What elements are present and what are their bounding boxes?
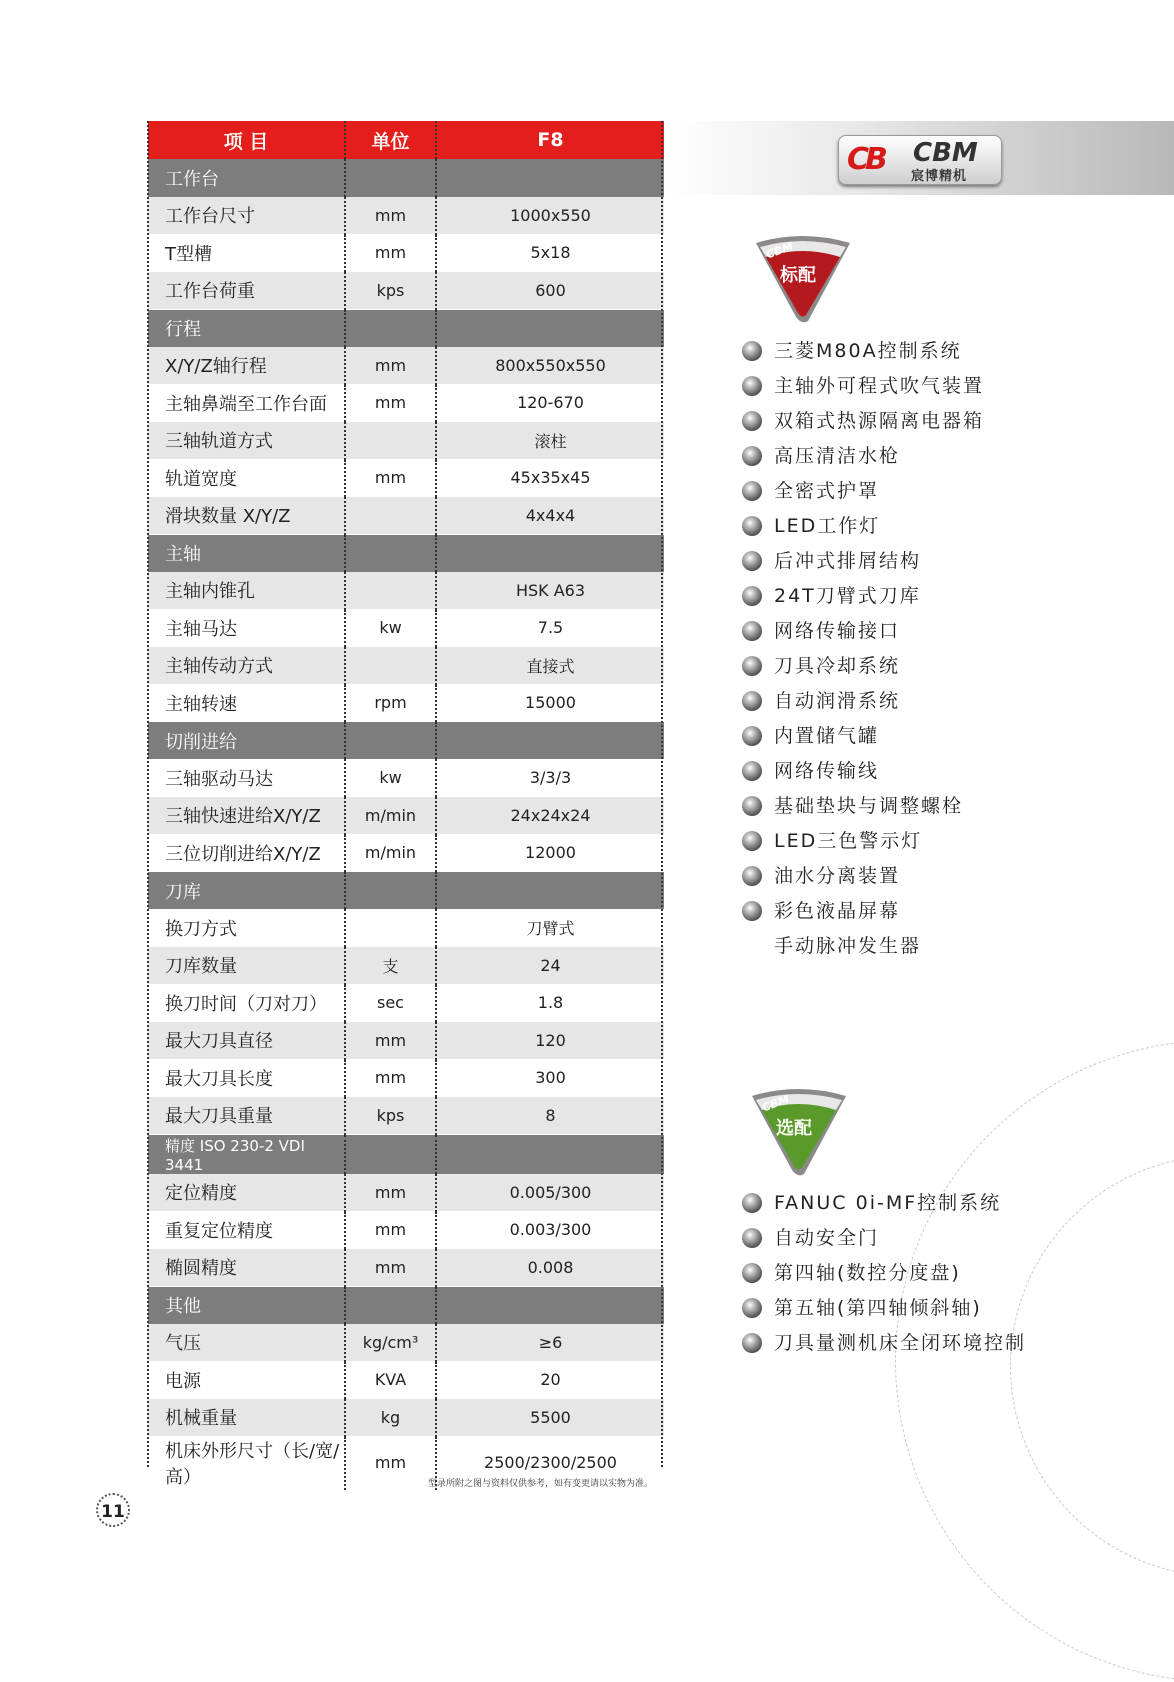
- spec-value: 120: [436, 1022, 664, 1060]
- bullet-icon: [742, 831, 762, 851]
- feature-item: [742, 513, 984, 548]
- feature-item: [742, 583, 984, 618]
- spec-unit: mm: [345, 384, 436, 422]
- spec-item: 刀库数量: [148, 947, 345, 985]
- spec-value: ≥6: [436, 1324, 664, 1362]
- spec-item: 定位精度: [148, 1174, 345, 1212]
- section-title: 其他: [148, 1286, 345, 1324]
- table-row: [148, 1249, 664, 1287]
- bullet-icon: [742, 551, 762, 571]
- spec-unit: [345, 497, 436, 535]
- spec-item: 机械重量: [148, 1399, 345, 1437]
- spec-unit: kw: [345, 609, 436, 647]
- bullet-icon: [742, 866, 762, 886]
- bullet-icon: [742, 446, 762, 466]
- feature-text: 网络传输线: [774, 760, 880, 782]
- feature-text: 全密式护罩: [774, 480, 880, 502]
- feature-text: 油水分离装置: [774, 865, 901, 887]
- spec-unit: mm: [345, 197, 436, 235]
- spec-value: 600: [436, 272, 664, 310]
- spec-unit: mm: [345, 1211, 436, 1249]
- section-row: [148, 1286, 664, 1324]
- spec-unit: mm: [345, 459, 436, 497]
- section-cell: [436, 534, 664, 572]
- spec-value: 1.8: [436, 984, 664, 1022]
- bullet-icon: [742, 656, 762, 676]
- spec-unit: kps: [345, 1097, 436, 1135]
- bullet-icon: [742, 726, 762, 746]
- section-cell: [345, 159, 436, 197]
- feature-text: 彩色液晶屏幕: [774, 900, 901, 922]
- header-item: 项 目: [148, 121, 345, 159]
- section-row: [148, 534, 664, 572]
- spec-unit: kg: [345, 1399, 436, 1437]
- table-row: [148, 1022, 664, 1060]
- feature-text: FANUC 0i-MF控制系统: [774, 1192, 1002, 1214]
- spec-item: 滑块数量 X/Y/Z: [148, 497, 345, 535]
- spec-value: 24x24x24: [436, 797, 664, 835]
- feature-item: [742, 863, 984, 898]
- feature-text: 刀具冷却系统: [774, 655, 901, 677]
- spec-item: 椭圆精度: [148, 1249, 345, 1287]
- spec-item: 重复定位精度: [148, 1211, 345, 1249]
- spec-item: 电源: [148, 1361, 345, 1399]
- spec-unit: mm: [345, 1059, 436, 1097]
- table-row: [148, 1399, 664, 1437]
- spec-item: 三位切削进给X/Y/Z: [148, 834, 345, 872]
- spec-unit: mm: [345, 234, 436, 272]
- section-row: [148, 722, 664, 760]
- section-title: 刀库: [148, 872, 345, 910]
- section-row: [148, 872, 664, 910]
- spec-item: X/Y/Z轴行程: [148, 347, 345, 385]
- table-row: [148, 797, 664, 835]
- spec-unit: kg/cm³: [345, 1324, 436, 1362]
- spec-item: 主轴转速: [148, 684, 345, 722]
- feature-text: 三菱M80A控制系统: [774, 340, 962, 362]
- feature-item: [742, 758, 984, 793]
- spec-value: 120-670: [436, 384, 664, 422]
- table-header-row: [148, 121, 664, 159]
- spec-unit: kw: [345, 759, 436, 797]
- spec-unit: mm: [345, 347, 436, 385]
- table-row: [148, 609, 664, 647]
- feature-item: [742, 478, 984, 513]
- header-model: F8: [436, 121, 664, 159]
- spec-item: 最大刀具长度: [148, 1059, 345, 1097]
- feature-item: [742, 1190, 1026, 1225]
- table-row: [148, 1059, 664, 1097]
- spec-item: 三轴轨道方式: [148, 422, 345, 460]
- feature-text: 主轴外可程式吹气装置: [774, 375, 985, 397]
- spec-unit: [345, 909, 436, 947]
- spec-value: 300: [436, 1059, 664, 1097]
- bullet-icon: [742, 586, 762, 606]
- optional-badge: [748, 1086, 850, 1178]
- feature-text: LED工作灯: [774, 515, 881, 537]
- spec-value: 8: [436, 1097, 664, 1135]
- table-row: [148, 422, 664, 460]
- bullet-icon: [742, 1298, 762, 1318]
- badge-label: 标配: [780, 265, 816, 286]
- badge-brand: CBM: [760, 1092, 791, 1115]
- table-row: [148, 984, 664, 1022]
- table-row: [148, 759, 664, 797]
- spec-item: 工作台荷重: [148, 272, 345, 310]
- spec-item: 轨道宽度: [148, 459, 345, 497]
- spec-item: 主轴内锥孔: [148, 572, 345, 610]
- feature-text: 后冲式排屑结构: [774, 550, 922, 572]
- optional-feature-list: [742, 1190, 1026, 1365]
- bullet-icon: [742, 1228, 762, 1248]
- feature-text: 内置储气罐: [774, 725, 880, 747]
- section-cell: [436, 722, 664, 760]
- spec-item: 最大刀具直径: [148, 1022, 345, 1060]
- table-row: [148, 834, 664, 872]
- section-cell: [436, 872, 664, 910]
- feature-text: 基础垫块与调整螺栓: [774, 795, 964, 817]
- header-unit: 单位: [345, 121, 436, 159]
- spec-unit: mm: [345, 1436, 436, 1489]
- spec-value: 20: [436, 1361, 664, 1399]
- bullet-icon: [742, 621, 762, 641]
- spec-item: 换刀方式: [148, 909, 345, 947]
- feature-text: 自动安全门: [774, 1227, 880, 1249]
- spec-item: 三轴驱动马达: [148, 759, 345, 797]
- section-cell: [345, 1286, 436, 1324]
- spec-value: 24: [436, 947, 664, 985]
- section-cell: [345, 872, 436, 910]
- feature-item: [742, 793, 984, 828]
- spec-value: 12000: [436, 834, 664, 872]
- badge-label: 选配: [776, 1118, 812, 1139]
- table-row: [148, 572, 664, 610]
- bullet-icon: [742, 1263, 762, 1283]
- feature-item: [742, 618, 984, 653]
- bullet-icon: [742, 411, 762, 431]
- spec-unit: mm: [345, 1174, 436, 1212]
- feature-text: 双箱式热源隔离电器箱: [774, 410, 985, 432]
- feature-item: [742, 1225, 1026, 1260]
- feature-item: [742, 828, 984, 863]
- feature-item: [742, 443, 984, 478]
- feature-item: [742, 548, 984, 583]
- table-row: [148, 1174, 664, 1212]
- spec-item: 三轴快速进给X/Y/Z: [148, 797, 345, 835]
- spec-unit: 支: [345, 947, 436, 985]
- spec-value: 0.005/300: [436, 1174, 664, 1212]
- feature-item: [742, 688, 984, 723]
- spec-unit: m/min: [345, 834, 436, 872]
- spec-value: 0.008: [436, 1249, 664, 1287]
- section-title: 精度 ISO 230-2 VDI 3441: [148, 1134, 345, 1174]
- spec-value: 2500/2300/2500: [436, 1436, 664, 1489]
- section-row: [148, 309, 664, 347]
- table-row: [148, 1211, 664, 1249]
- spec-value: 5500: [436, 1399, 664, 1437]
- spec-item: 主轴马达: [148, 609, 345, 647]
- bullet-icon: [742, 1333, 762, 1353]
- bullet-icon: [742, 691, 762, 711]
- table-row: [148, 947, 664, 985]
- feature-item: [742, 338, 984, 373]
- spec-unit: KVA: [345, 1361, 436, 1399]
- spec-item: 机床外形尺寸（长/宽/高）: [148, 1436, 345, 1489]
- spec-unit: sec: [345, 984, 436, 1022]
- spec-item: 主轴传动方式: [148, 647, 345, 685]
- bullet-icon: [742, 796, 762, 816]
- table-row: [148, 384, 664, 422]
- spec-table: [148, 121, 664, 1490]
- table-row: [148, 909, 664, 947]
- spec-item: 主轴鼻端至工作台面: [148, 384, 345, 422]
- table-row: [148, 647, 664, 685]
- spec-unit: [345, 647, 436, 685]
- spec-value: 45x35x45: [436, 459, 664, 497]
- badge-brand: CBM: [764, 239, 795, 262]
- bullet-icon: [742, 481, 762, 501]
- feature-text: 高压清洁水枪: [774, 445, 901, 467]
- feature-item: [742, 933, 984, 968]
- spec-value: 5x18: [436, 234, 664, 272]
- feature-text: 手动脉冲发生器: [774, 935, 922, 957]
- spec-body: [148, 159, 664, 1489]
- table-row: [148, 459, 664, 497]
- feature-text: 自动润滑系统: [774, 690, 901, 712]
- feature-item: [742, 1330, 1026, 1365]
- table-row: [148, 497, 664, 535]
- section-cell: [436, 309, 664, 347]
- spec-item: 换刀时间（刀对刀）: [148, 984, 345, 1022]
- spec-value: 800x550x550: [436, 347, 664, 385]
- section-cell: [436, 1134, 664, 1174]
- spec-value: 刀臂式: [436, 909, 664, 947]
- table-row: [148, 272, 664, 310]
- logo-chinese: 宸博精机: [911, 169, 968, 184]
- feature-item: [742, 1260, 1026, 1295]
- feature-item: [742, 373, 984, 408]
- spec-unit: [345, 422, 436, 460]
- table-row: [148, 1324, 664, 1362]
- bullet-icon: [742, 761, 762, 781]
- bullet-icon: [742, 1193, 762, 1213]
- brand-logo: [838, 135, 1002, 185]
- bullet-icon: [742, 376, 762, 396]
- spec-unit: [345, 572, 436, 610]
- feature-item: [742, 1295, 1026, 1330]
- feature-item: [742, 653, 984, 688]
- footnote: 型录所附之图与资料仅供参考，如有变更请以实物为准。: [428, 1479, 654, 1489]
- standard-feature-list: [742, 338, 984, 968]
- table-row: [148, 1097, 664, 1135]
- section-title: 工作台: [148, 159, 345, 197]
- spec-value: 直接式: [436, 647, 664, 685]
- table-row: [148, 684, 664, 722]
- logo-brand: CBM: [913, 138, 978, 168]
- bullet-icon: [742, 341, 762, 361]
- section-title: 主轴: [148, 534, 345, 572]
- feature-text: 第四轴(数控分度盘): [774, 1262, 961, 1284]
- standard-badge: [752, 233, 854, 325]
- feature-item: [742, 723, 984, 758]
- feature-item: [742, 898, 984, 933]
- spec-unit: mm: [345, 1249, 436, 1287]
- bullet-icon: [742, 901, 762, 921]
- spec-item: 工作台尺寸: [148, 197, 345, 235]
- spec-value: 15000: [436, 684, 664, 722]
- section-cell: [345, 309, 436, 347]
- feature-text: 网络传输接口: [774, 620, 901, 642]
- spec-value: 0.003/300: [436, 1211, 664, 1249]
- section-cell: [345, 1134, 436, 1174]
- section-cell: [436, 1286, 664, 1324]
- spec-item: T型槽: [148, 234, 345, 272]
- spec-value: 3/3/3: [436, 759, 664, 797]
- table-row: [148, 234, 664, 272]
- section-row: [148, 1134, 664, 1174]
- spec-unit: m/min: [345, 797, 436, 835]
- section-cell: [345, 534, 436, 572]
- table-row: [148, 197, 664, 235]
- spec-value: 滚柱: [436, 422, 664, 460]
- page-number: 11: [96, 1493, 130, 1527]
- feature-text: 第五轴(第四轴倾斜轴): [774, 1297, 982, 1319]
- spec-unit: kps: [345, 272, 436, 310]
- section-title: 切削进给: [148, 722, 345, 760]
- spec-item: 气压: [148, 1324, 345, 1362]
- logo-mark: CB: [847, 142, 884, 177]
- table-row: [148, 347, 664, 385]
- section-cell: [345, 722, 436, 760]
- table-row: [148, 1361, 664, 1399]
- section-title: 行程: [148, 309, 345, 347]
- spec-value: 1000x550: [436, 197, 664, 235]
- section-cell: [436, 159, 664, 197]
- spec-value: 7.5: [436, 609, 664, 647]
- feature-text: 刀具量测机床全闭环境控制: [774, 1332, 1027, 1354]
- spec-unit: mm: [345, 1022, 436, 1060]
- bullet-icon: [742, 516, 762, 536]
- spec-unit: rpm: [345, 684, 436, 722]
- spec-item: 最大刀具重量: [148, 1097, 345, 1135]
- spec-value: 4x4x4: [436, 497, 664, 535]
- feature-item: [742, 408, 984, 443]
- feature-text: LED三色警示灯: [774, 830, 923, 852]
- feature-text: 24T刀臂式刀库: [774, 585, 921, 607]
- spec-value: HSK A63: [436, 572, 664, 610]
- section-row: [148, 159, 664, 197]
